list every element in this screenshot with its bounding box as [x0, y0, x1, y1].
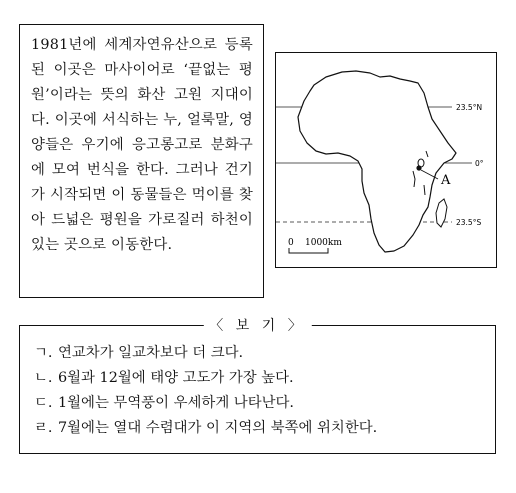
scale-distance-label: 1000km — [305, 238, 342, 248]
bogi-box — [19, 318, 496, 454]
bogi-item-marker: ㄹ. — [34, 420, 53, 436]
tropic-of-capricorn-label: 23.5°S — [456, 218, 482, 227]
bogi-item-text: 1월에는 무역풍이 우세하게 나타난다. — [58, 395, 294, 411]
bogi-item-marker: ㄴ. — [34, 370, 53, 386]
africa-map — [275, 52, 497, 268]
bogi-item-1 — [34, 341, 377, 366]
bogi-item-text: 연교차가 일교차보다 더 크다. — [58, 345, 244, 361]
africa-outline — [298, 71, 456, 252]
bogi-item-text: 7월에는 열대 수렴대가 이 지역의 북쪽에 위치한다. — [58, 420, 378, 436]
bogi-item-marker: ㄷ. — [34, 395, 53, 411]
tropic-of-cancer-label: 23.5°N — [456, 103, 483, 112]
bogi-item-marker: ㄱ. — [34, 345, 53, 361]
scale-zero-label: 0 — [288, 238, 294, 248]
equator-label: 0° — [475, 159, 484, 168]
passage-box — [19, 24, 264, 298]
point-a-label: A — [441, 173, 451, 188]
bogi-title: 〈 보 기 〉 — [203, 316, 311, 336]
bogi-item-4 — [34, 416, 377, 441]
bogi-list — [34, 341, 377, 441]
madagascar-outline — [436, 199, 447, 227]
africa-map-svg — [276, 53, 497, 268]
bogi-item-3 — [34, 391, 377, 416]
point-a-marker — [416, 165, 421, 170]
scale-bar — [289, 248, 328, 253]
bogi-item-text: 6월과 12월에 태양 고도가 가장 높다. — [58, 370, 294, 386]
bogi-item-2 — [34, 366, 377, 391]
passage-text: 1981년에 세계자연유산으로 등록된 이곳은 마사이어로 ‘끝없는 평원’이라는 뜻의 화산 고원 지대이다. 이곳에 서식하는 누, 얼룩말, 영양들은 우기에 응고롱고로 분화구에 모여 번식을 한다. 그러나 건기가 시작되면 이 동물들은 먹이를 찾아 드넓은 평원을 가로질러 하천이 있는 곳으로 이동한다. — [31, 37, 253, 253]
